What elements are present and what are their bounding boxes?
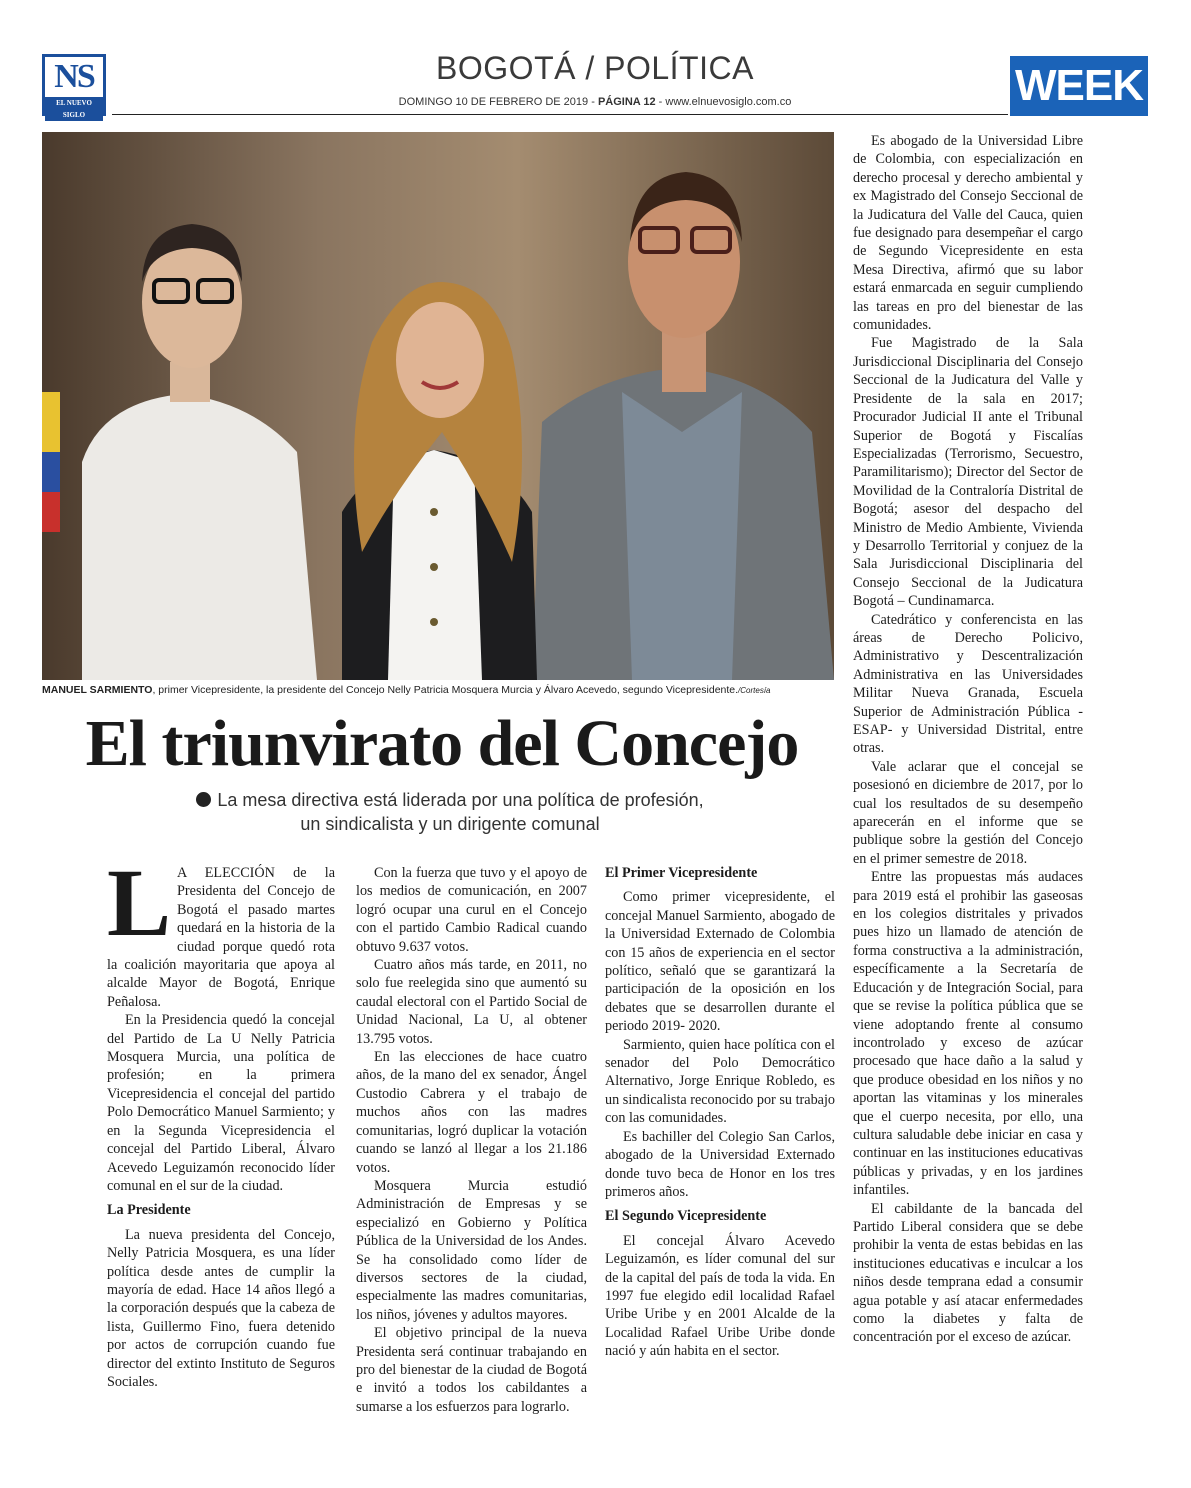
- section-name: BOGOTÁ: [436, 50, 576, 86]
- date-text: DOMINGO 10 DE FEBRERO DE 2019 -: [398, 96, 598, 108]
- edition-badge: WEEK: [1010, 56, 1148, 116]
- subheading-segundo-vicepresidente: El Segundo Vicepresidente: [605, 1208, 767, 1225]
- article-column-1: [107, 849, 335, 1391]
- header-rule: [112, 114, 1008, 115]
- body-paragraph: Sarmiento, quien hace política con el senador del Polo Democrático Alternativo, Jorge Enrique Robledo, es un sindicalista reconocido por su trabajo con las comunidades.: [605, 1036, 835, 1127]
- body-paragraph: Es bachiller del Colegio San Carlos, abogado de la Universidad Externado donde tuvo beca de Honor en los tres primeros años.: [605, 1128, 835, 1200]
- section-title: [300, 50, 890, 87]
- body-paragraph: El cabildante de la bancada del Partido Liberal considera que se debe prohibir la venta de estas bebidas en las instituciones educativas e inculcar a los niños desde temprana edad a consumir agua potable y así atacar enfermedades como la diabetes y falta de concentración por el exceso de azúcar.: [853, 1200, 1083, 1346]
- newspaper-logo: [42, 54, 106, 119]
- article-photo: [42, 132, 834, 680]
- body-paragraph: Fue Magistrado de la Sala Jurisdiccional Disciplinaria del Consejo Seccional de la Judicatura del Valle y Presidente de la sala en 2017; Procurador Judicial II ante el Tribunal Superior de Bogotá y Fiscalías Especializadas (Terrorismo, Secuestro, Paramilitarismo); Director del Sector de Movilidad de la Contraloría Distrital de Bogotá; asesor del despacho del Ministro de Medio Ambiente, Vivienda y Desarrollo Territorial y conjuez de la Sala Jurisdiccional Disciplinaria del Consejo Seccional de la Judicatura Bogotá – Cundinamarca.: [853, 335, 1083, 610]
- body-paragraph: Cuatro años más tarde, en 2011, no solo fue reelegida sino que aumentó su caudal electoral con el Partido Social de Unidad Nacional, La U, al obtener 13.795 votos.: [356, 957, 587, 1047]
- body-paragraph: Con la fuerza que tuvo y el apoyo de los medios de comunicación, en 2007 logró ocupar una curul en el Concejo con el partido Cambio Radical cuando obtuvo 9.637 votos.: [356, 865, 587, 955]
- body-paragraph: En las elecciones de hace cuatro años, de la mano del ex senador, Ángel Custodio Cabrera y el trabajo de muchos años con las madres comunitarias, logró duplicar la votación cuando se lanzó al llegar a los 21.186 votos.: [356, 1049, 587, 1176]
- bullet-icon: [196, 792, 211, 807]
- caption-name: MANUEL SARMIENTO: [42, 684, 153, 696]
- subheading-primer-vicepresidente: El Primer Vicepresidente: [605, 865, 758, 881]
- article-column-2: [356, 864, 587, 1416]
- deck-line-1: La mesa directiva está liderada por una política de profesión,: [217, 790, 704, 810]
- article-column-3: [605, 864, 835, 1361]
- drop-cap: L: [107, 849, 172, 956]
- body-paragraph: Es abogado de la Universidad Libre de Colombia, con especialización en derecho procesal y derecho ambiental y ex Magistrado del Consejo Seccional de la Judicatura del Valle del Cauca, quien fue designado para desempeñar el cargo de Segundo Vicepresidente en esta Mesa Directiva, afirmó que su labor estará enmarcada en seguir cumpliendo las tareas en pro del bienestar de las comunidades.: [853, 133, 1083, 334]
- body-paragraph: El concejal Álvaro Acevedo Leguizamón, es líder comunal del sur de la capital del país de toda la vida. En 1997 fue elegido edil localidad Rafael Uribe Uribe y en 2001 Alcalde de la Localidad Rafael Uribe Uribe donde nació y aún habita en el sector.: [605, 1232, 835, 1360]
- body-paragraph: Como primer vicepresidente, el concejal Manuel Sarmiento, abogado de la Universidad Externado de Colombia con 15 años de experiencia en el sector político, señaló que se garantizará la participación de la oposición en los debates que se desarrollen durante el periodo 2019- 2020.: [605, 889, 835, 1035]
- body-paragraph: Entre las propuestas más audaces para 2019 está el prohibir las gaseosas en los colegios distritales y privados pues hizo un llamado de atención de forma constructiva a la administración, específicamente a la Secretaría de Educación y de Integración Social, para que se revise la política pública que se viene adoptando frente al consumo incontrolado y exceso de azúcar procesado que hace daño a la salud y que produce obesidad en los niños y no aportan las vitaminas y los minerales que el cuerpo necesita, por ello, una cultura saludable debe iniciar en casa y continuar en las instituciones educativas públicas y privadas, y en los jardines infantiles.: [853, 869, 1083, 1199]
- logo-subtitle: EL NUEVO SIGLO: [45, 97, 103, 121]
- photo-illustration: [42, 132, 834, 680]
- photo-caption: [42, 684, 842, 696]
- body-paragraph: Catedrático y conferencista en las áreas de Derecho Policivo, Administrativo y Descentralización Administrativa en las Universidades Militar Nueva Granada, Escuela Superior de Administración Pública -ESAP- y Universidad Distrital, entre otras.: [853, 611, 1083, 757]
- subheading-la-presidente: La Presidente: [107, 1202, 191, 1219]
- body-paragraph: Vale aclarar que el concejal se posesionó en diciembre de 2017, por lo cual los resultados de su desempeño aparecerán en el informe que se publique sobre la gestión del Concejo en el primer semestre de 2018.: [853, 758, 1083, 867]
- body-paragraph: Mosquera Murcia estudió Administración de Empresas y se especializó en Gobierno y Política Pública de la Universidad de los Andes. Se ha consolidado como líder de diversos sectores de la ciudad, especialmente las madres comunitarias, los niños, jóvenes y adultos mayores.: [356, 1177, 587, 1323]
- logo-mark: NS: [54, 58, 94, 95]
- article-column-4: [853, 132, 1083, 1347]
- website-text: - www.elnuevosiglo.com.co: [655, 96, 792, 108]
- page-label: PÁGINA 12: [597, 96, 656, 108]
- article-deck: [120, 788, 780, 836]
- body-paragraph: [107, 849, 335, 1011]
- article-headline: El triunvirato del Concejo: [85, 707, 799, 780]
- body-paragraph: La nueva presidenta del Concejo, Nelly Patricia Mosquera, es una líder política desde antes de cumplir la mayoría de edad. Hace 14 años llegó a la corporación después que la cabeza de lista, Guillermo Fino, fuera detenido por actos de corrupción cuando fue director del extinto Instituto de Seguros Sociales.: [107, 1226, 335, 1390]
- body-paragraph: En la Presidencia quedó la concejal del Partido de La U Nelly Patricia Mosquera Murcia, una política de profesión; en la primera Vicepresidencia el concejal del partido Polo Democrático Manuel Sarmiento; y en la Segunda Vicepresidencia el concejal del Partido Liberal, Álvaro Acevedo Leguizamón reconocido líder comunal en el sur de la ciudad.: [107, 1012, 335, 1194]
- section-separator: /: [585, 50, 595, 86]
- dateline: [300, 96, 890, 108]
- body-paragraph-text: A ELECCIÓN de la Presidenta del Concejo de Bogotá el pasado martes quedará en la historia de la ciudad porque quedó rota la coalición mayoritaria que apoya al alcalde Mayor de Bogotá, Enrique Peñalosa.: [107, 865, 335, 1010]
- caption-text: , primer Vicepresidente, la presidente del Concejo Nelly Patricia Mosquera Murcia y Álvaro Acevedo, segundo Vicepresidente.: [152, 684, 739, 696]
- body-paragraph: El objetivo principal de la nueva Presidenta será continuar trabajando en pro del bienestar de la ciudad de Bogotá e invitó a todos los cabildantes a sumarse a los esfuerzos para lograrlo.: [356, 1325, 587, 1415]
- deck-line-2: un sindicalista y un dirigente comunal: [300, 814, 600, 834]
- subsection-name: POLÍTICA: [604, 50, 754, 86]
- caption-credit: /Cortesía: [738, 686, 771, 695]
